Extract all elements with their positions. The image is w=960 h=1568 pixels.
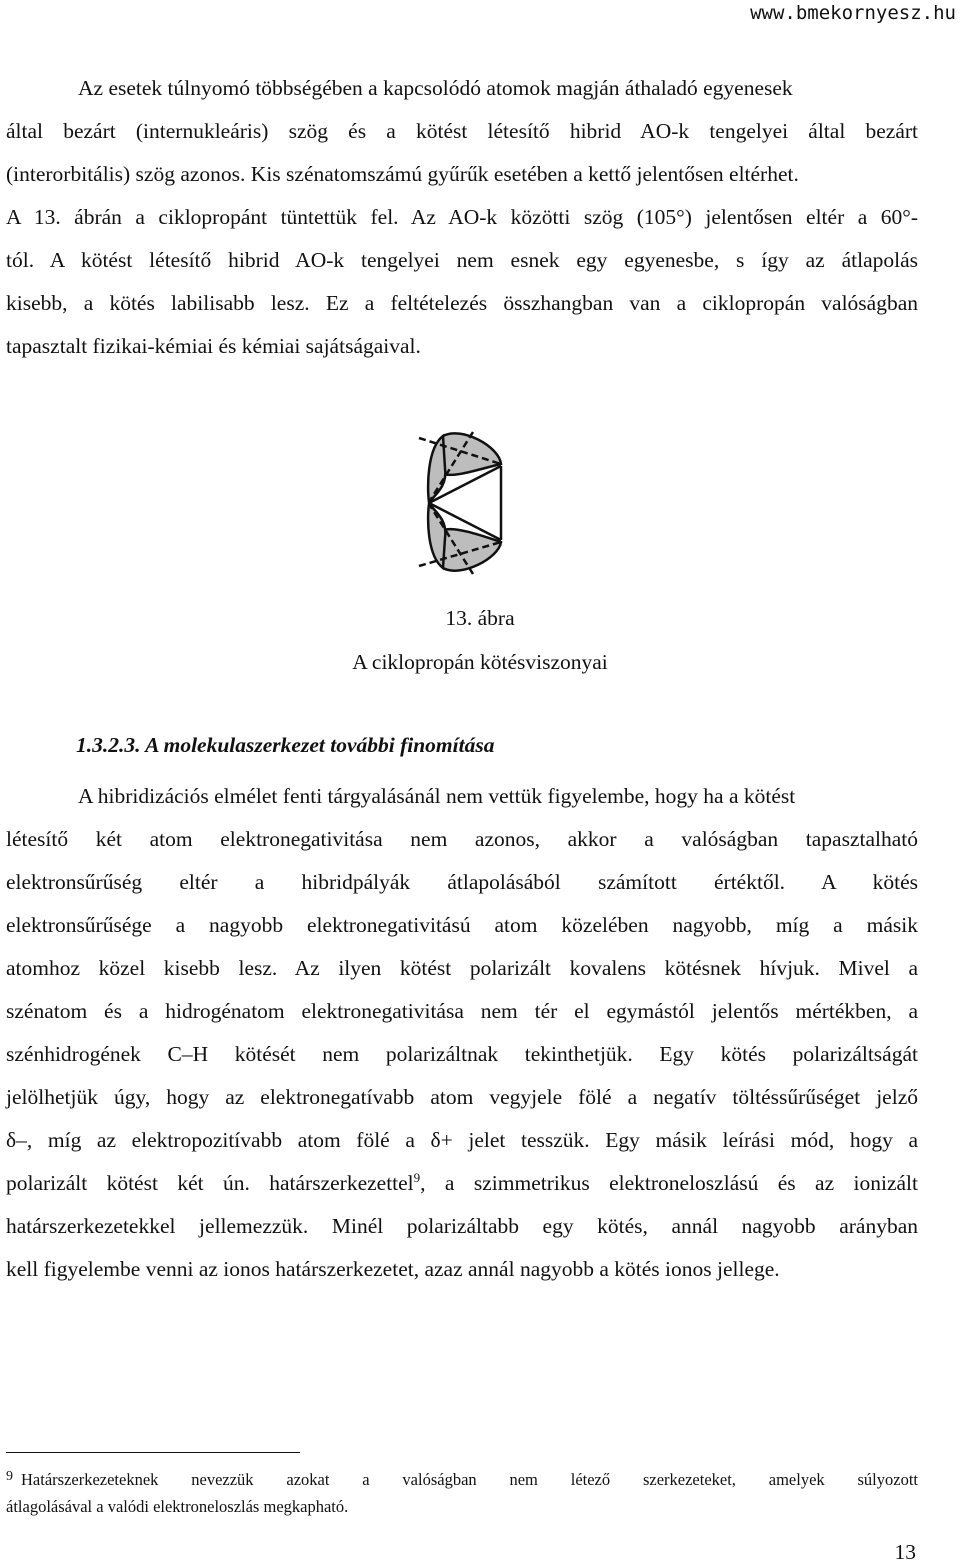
figure-number: 13. ábra (445, 606, 515, 630)
text-line: szénhidrogének C–H kötését nem polarizáltnak tekinthetjük. Egy kötés polarizáltságát (6, 1042, 918, 1066)
text-line: jelölhetjük úgy, hogy az elektronegatívabb atom vegyjele fölé a negatív töltéssűrűséget jelző (6, 1085, 918, 1109)
site-url: www.bmekornyesz.hu (750, 2, 956, 24)
text-line: határszerkezetekkel jellemezzük. Minél polarizáltabb egy kötés, annál nagyobb arányban (6, 1214, 918, 1238)
text-line: elektronsűrűség eltér a hibridpályák átlapolásából számított értéktől. A kötés (6, 870, 918, 894)
text-segment: polarizált kötést két ún. határszerkezettel (6, 1171, 414, 1195)
text-segment: , a szimmetrikus elektroneloszlású és az ionizált (420, 1171, 918, 1195)
text-line: létesítő két atom elektronegativitása nem azonos, akkor a valóságban tapasztalható (6, 827, 918, 851)
footnote-divider (6, 1452, 300, 1453)
paragraph-intro (6, 67, 918, 368)
text-line: (interorbitális) szög azonos. Kis szénatomszámú gyűrűk esetében a kettő jelentősen eltérhet. (6, 162, 799, 186)
text-line: szénatom és a hidrogénatom elektronegativitása nem tér el egymástól jelentős mértékben, a (6, 999, 918, 1023)
page-number: 13 (894, 1540, 916, 1564)
footnote-line (6, 1463, 918, 1493)
text-line (6, 1162, 918, 1205)
text-line: tapasztalt fizikai-kémiai és kémiai sajátságaival. (6, 334, 421, 358)
section-heading: 1.3.2.3. A molekulaszerkezet további finomítása (76, 733, 495, 757)
footnote-reference[interactable]: 9 (413, 1170, 421, 1185)
orbital-lobe (437, 433, 501, 475)
text-line: δ–, míg az elektropozitívabb atom fölé a δ+ jelet tesszük. Egy másik leírási mód, hogy a (6, 1128, 918, 1152)
text-line: tól. A kötést létesítő hibrid AO-k tengelyei nem esnek egy egyenesbe, s így az átlapolás (6, 248, 918, 272)
paragraph-body (6, 775, 918, 1291)
text-line: A hibridizációs elmélet fenti tárgyalásánál nem vettük figyelembe, hogy ha a kötést (78, 784, 796, 808)
footnote-text: Határszerkezeteknek nevezzük azokat a valóságban nem létező szerkezeteket, amelyek súlyozott (21, 1470, 918, 1489)
cyclopropane-bond-diagram (413, 428, 509, 576)
footnote-line: átlagolásával a valódi elektroneloszlás megkapható. (6, 1497, 349, 1516)
text-line: kisebb, a kötés labilisabb lesz. Ez a feltételezés összhangban van a ciklopropán valóságban (6, 291, 918, 315)
figure-caption: A ciklopropán kötésviszonyai (352, 650, 608, 674)
text-line: elektronsűrűsége a nagyobb elektronegativitású atom közelében nagyobb, míg a másik (6, 913, 918, 937)
footnote-number: 9 (6, 1469, 13, 1484)
text-line: atomhoz közel kisebb lesz. Az ilyen kötést polarizált kovalens kötésnek hívjuk. Mivel a (6, 956, 918, 980)
footnote (6, 1463, 918, 1520)
text-line: által bezárt (internukleáris) szög és a kötést létesítő hibrid AO-k tengelyei által bezárt (6, 119, 918, 143)
text-line: Az esetek túlnyomó többségében a kapcsolódó atomok magján áthaladó egyenesek (78, 76, 793, 100)
text-line: A 13. ábrán a ciklopropánt tüntettük fel. Az AO-k közötti szög (105°) jelentősen eltér a 60°- (6, 205, 918, 229)
text-line: kell figyelembe venni az ionos határszerkezetet, azaz annál nagyobb a kötés ionos jellege. (6, 1257, 780, 1281)
